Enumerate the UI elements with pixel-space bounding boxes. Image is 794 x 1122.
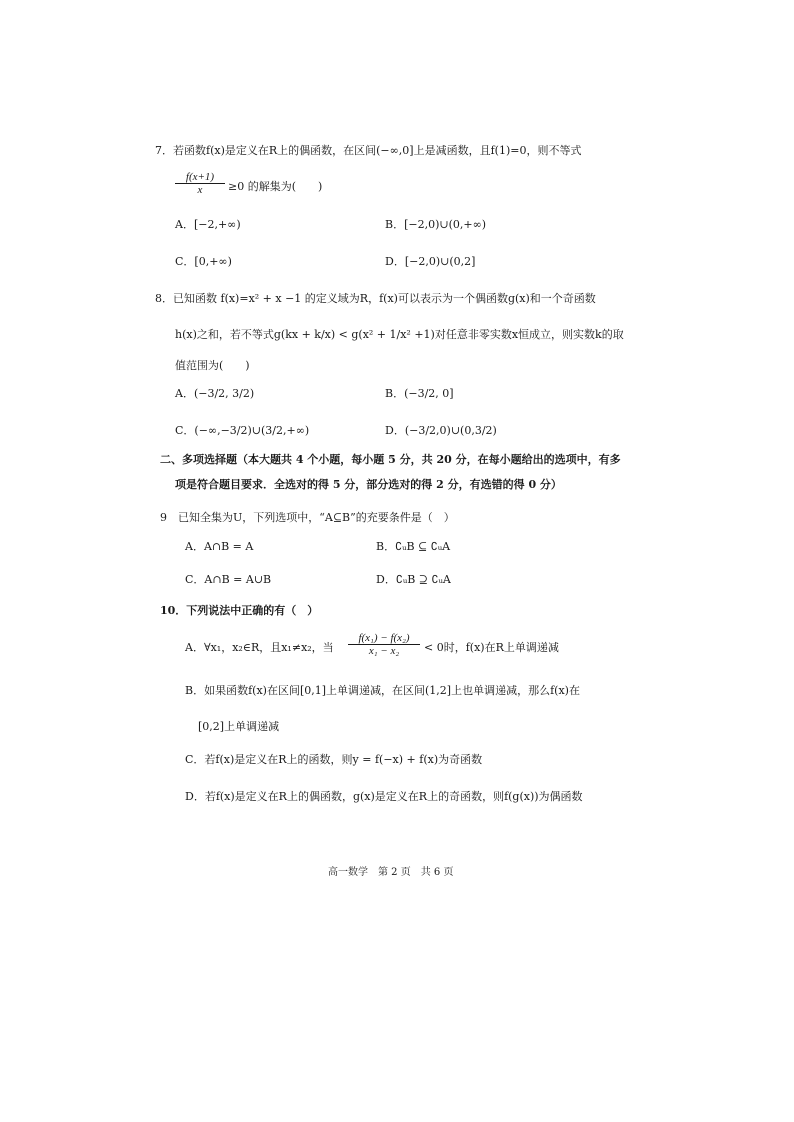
q7-fraction (175, 171, 225, 196)
section2-header-line2: 项是符合题目要求．全选对的得 5 分，部分选对的得 2 分，有选错的得 0 分） (175, 478, 562, 491)
q7-stem-line2: ≥0 的解集为( ) (228, 180, 323, 193)
q9-option-a: A．A∩B = A (185, 540, 254, 553)
q7-option-d: D．[−2,0)∪(0,2] (385, 255, 476, 268)
q10-fraction-denominator: x₁ − x₂ (368, 645, 400, 657)
q10-stem: 10．下列说法中正确的有（ ） (160, 604, 319, 617)
q10-option-c: C．若f(x)是定义在R上的函数，则y = f(−x) + f(x)为奇函数 (185, 753, 483, 766)
q7-option-c: C．[0,+∞) (175, 255, 232, 268)
q10-fraction-numerator: f(x₁) − f(x₂) (348, 632, 420, 645)
q10-option-d: D．若f(x)是定义在R上的偶函数，g(x)是定义在R上的奇函数，则f(g(x))为偶函数 (185, 790, 583, 803)
q7-option-b: B．[−2,0)∪(0,+∞) (385, 218, 487, 231)
page-footer: 高一数学 第 2 页 共 6 页 (328, 867, 454, 878)
q8-option-c: C．(−∞,−3/2)∪(3/2,+∞) (175, 424, 310, 437)
q7-option-a: A．[−2,+∞) (175, 218, 241, 231)
q8-stem-line3: 值范围为( ) (175, 359, 250, 372)
q9-option-b: B．∁ᵤB ⊆ ∁ᵤA (376, 540, 451, 553)
q10-option-a-fraction (348, 632, 420, 657)
q8-option-d: D．(−3/2,0)∪(0,3/2) (385, 424, 497, 437)
q8-option-b: B．(−3/2, 0] (385, 387, 454, 400)
q9-option-d: D．∁ᵤB ⊇ ∁ᵤA (376, 573, 451, 586)
q9-option-c: C．A∩B = A∪B (185, 573, 272, 586)
q7-fraction-numerator: f(x+1) (175, 171, 225, 184)
q7-fraction-denominator: x (197, 184, 203, 196)
q7-stem-line1: 7．若函数f(x)是定义在R上的偶函数，在区间(−∞,0]上是减函数，且f(1)=0，则不等式 (155, 144, 582, 157)
q10-option-b-line2: [0,2]上单调递减 (198, 720, 280, 733)
q10-option-b-line1: B．如果函数f(x)在区间[0,1]上单调递减，在区间(1,2]上也单调递减，那么f(x)在 (185, 684, 580, 697)
q9-stem: 9 已知全集为U，下列选项中，“A⊆B”的充要条件是（ ） (160, 511, 455, 524)
q8-stem-line1: 8．已知函数 f(x)=x² + x −1 的定义域为R，f(x)可以表示为一个偶函数g(x)和一个奇函数 (155, 292, 596, 305)
section2-header-line1: 二、多项选择题（本大题共 4 个小题，每小题 5 分，共 20 分，在每小题给出的选项中，有多 (160, 453, 621, 466)
q10-option-a-suffix: < 0时，f(x)在R上单调递减 (424, 641, 559, 654)
q8-option-a: A．(−3/2, 3/2) (175, 387, 255, 400)
q8-stem-line2: h(x)之和，若不等式g(kx + k/x) < g(x² + 1/x² +1)对任意非零实数x恒成立，则实数k的取 (175, 328, 624, 341)
q10-option-a-prefix: A．∀x₁，x₂∈R，且x₁≠x₂，当 (185, 641, 334, 654)
